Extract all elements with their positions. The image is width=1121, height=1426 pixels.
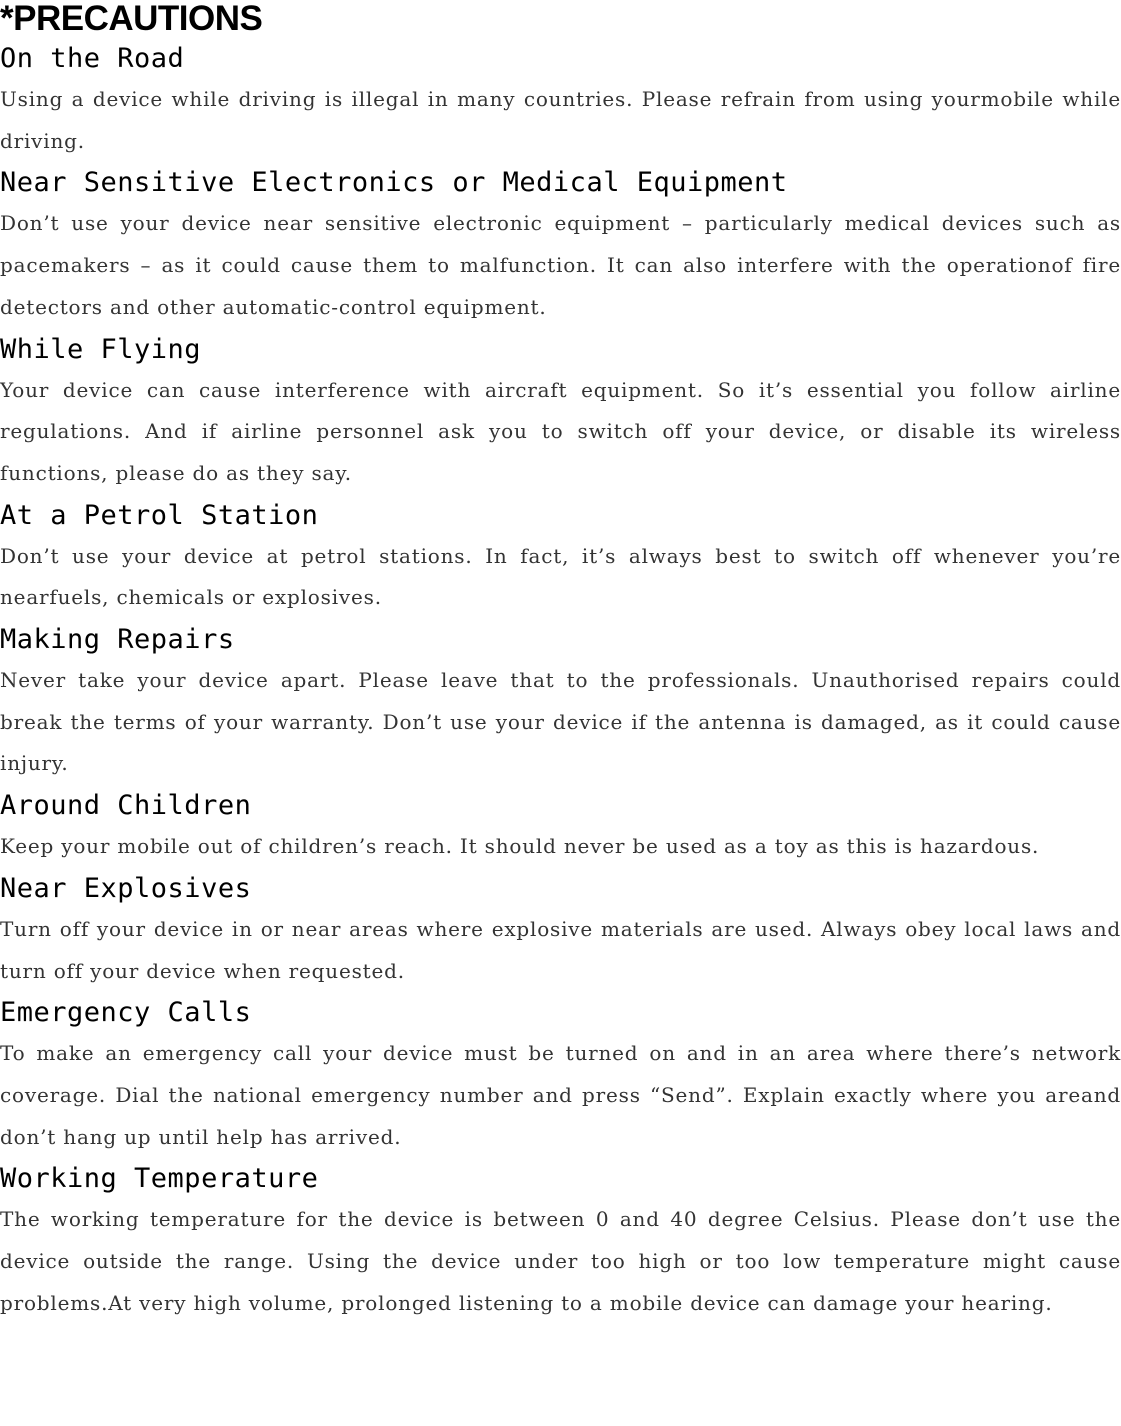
section-body: Don’t use your device near sensitive electronic equipment – particularly medical devices such as pacemakers – as it could cause them to malfunction. It can also interfere with the operationof fire detectors and other automatic-control equipment. [0,211,1121,319]
section-body: The working temperature for the device is between 0 and 40 degree Celsius. Please don’t use the device outside the range. Using the device under too high or too low temperature might cause problems.At very high volume, prolonged listening to a mobile device can damage your hearing. [0,1207,1121,1315]
section-body: To make an emergency call your device must be turned on and in an area where there’s network coverage. Dial the national emergency number and press “Send”. Explain exactly where you areand don’t hang up until help has arrived. [0,1041,1121,1149]
page-title: *PRECAUTIONS [0,0,263,38]
section-heading: Near Explosives [0,872,252,904]
section-body: Turn off your device in or near areas where explosive materials are used. Always obey local laws and turn off your device when requested. [0,916,1121,983]
section-heading: Emergency Calls [0,997,252,1029]
section-emergency-calls [0,992,1121,1158]
section-body: Don’t use your device at petrol stations. In fact, it’s always best to switch off whenever you’re nearfuels, chemicals or explosives. [0,543,1121,610]
section-heading: Making Repairs [0,624,235,656]
section-petrol-station [0,495,1121,619]
section-heading: Working Temperature [0,1163,319,1195]
section-while-flying [0,329,1121,495]
section-heading: On the Road [0,43,185,74]
section-near-sensitive-electronics [0,162,1121,328]
section-heading: Around Children [0,790,252,822]
section-making-repairs [0,619,1121,785]
section-near-explosives [0,868,1121,992]
section-heading: While Flying [0,333,202,365]
section-heading: Near Sensitive Electronics or Medical Equipment [0,167,788,199]
section-around-children [0,785,1121,868]
section-body: Your device can cause interference with aircraft equipment. So it’s essential you follow airline regulations. And if airline personnel ask you to switch off your device, or disable its wireless functions, please do as they say. [0,377,1121,485]
section-on-the-road [0,38,1121,162]
section-body: Never take your device apart. Please leave that to the professionals. Unauthorised repairs could break the terms of your warranty. Don’t use your device if the antenna is damaged, as it could cause injury. [0,668,1121,776]
section-body: Using a device while driving is illegal in many countries. Please refrain from using yourmobile while driving. [0,87,1121,153]
section-body: Keep your mobile out of children’s reach. It should never be used as a toy as this is hazardous. [0,834,1040,859]
section-heading: At a Petrol Station [0,499,319,531]
section-working-temperature [0,1158,1121,1324]
